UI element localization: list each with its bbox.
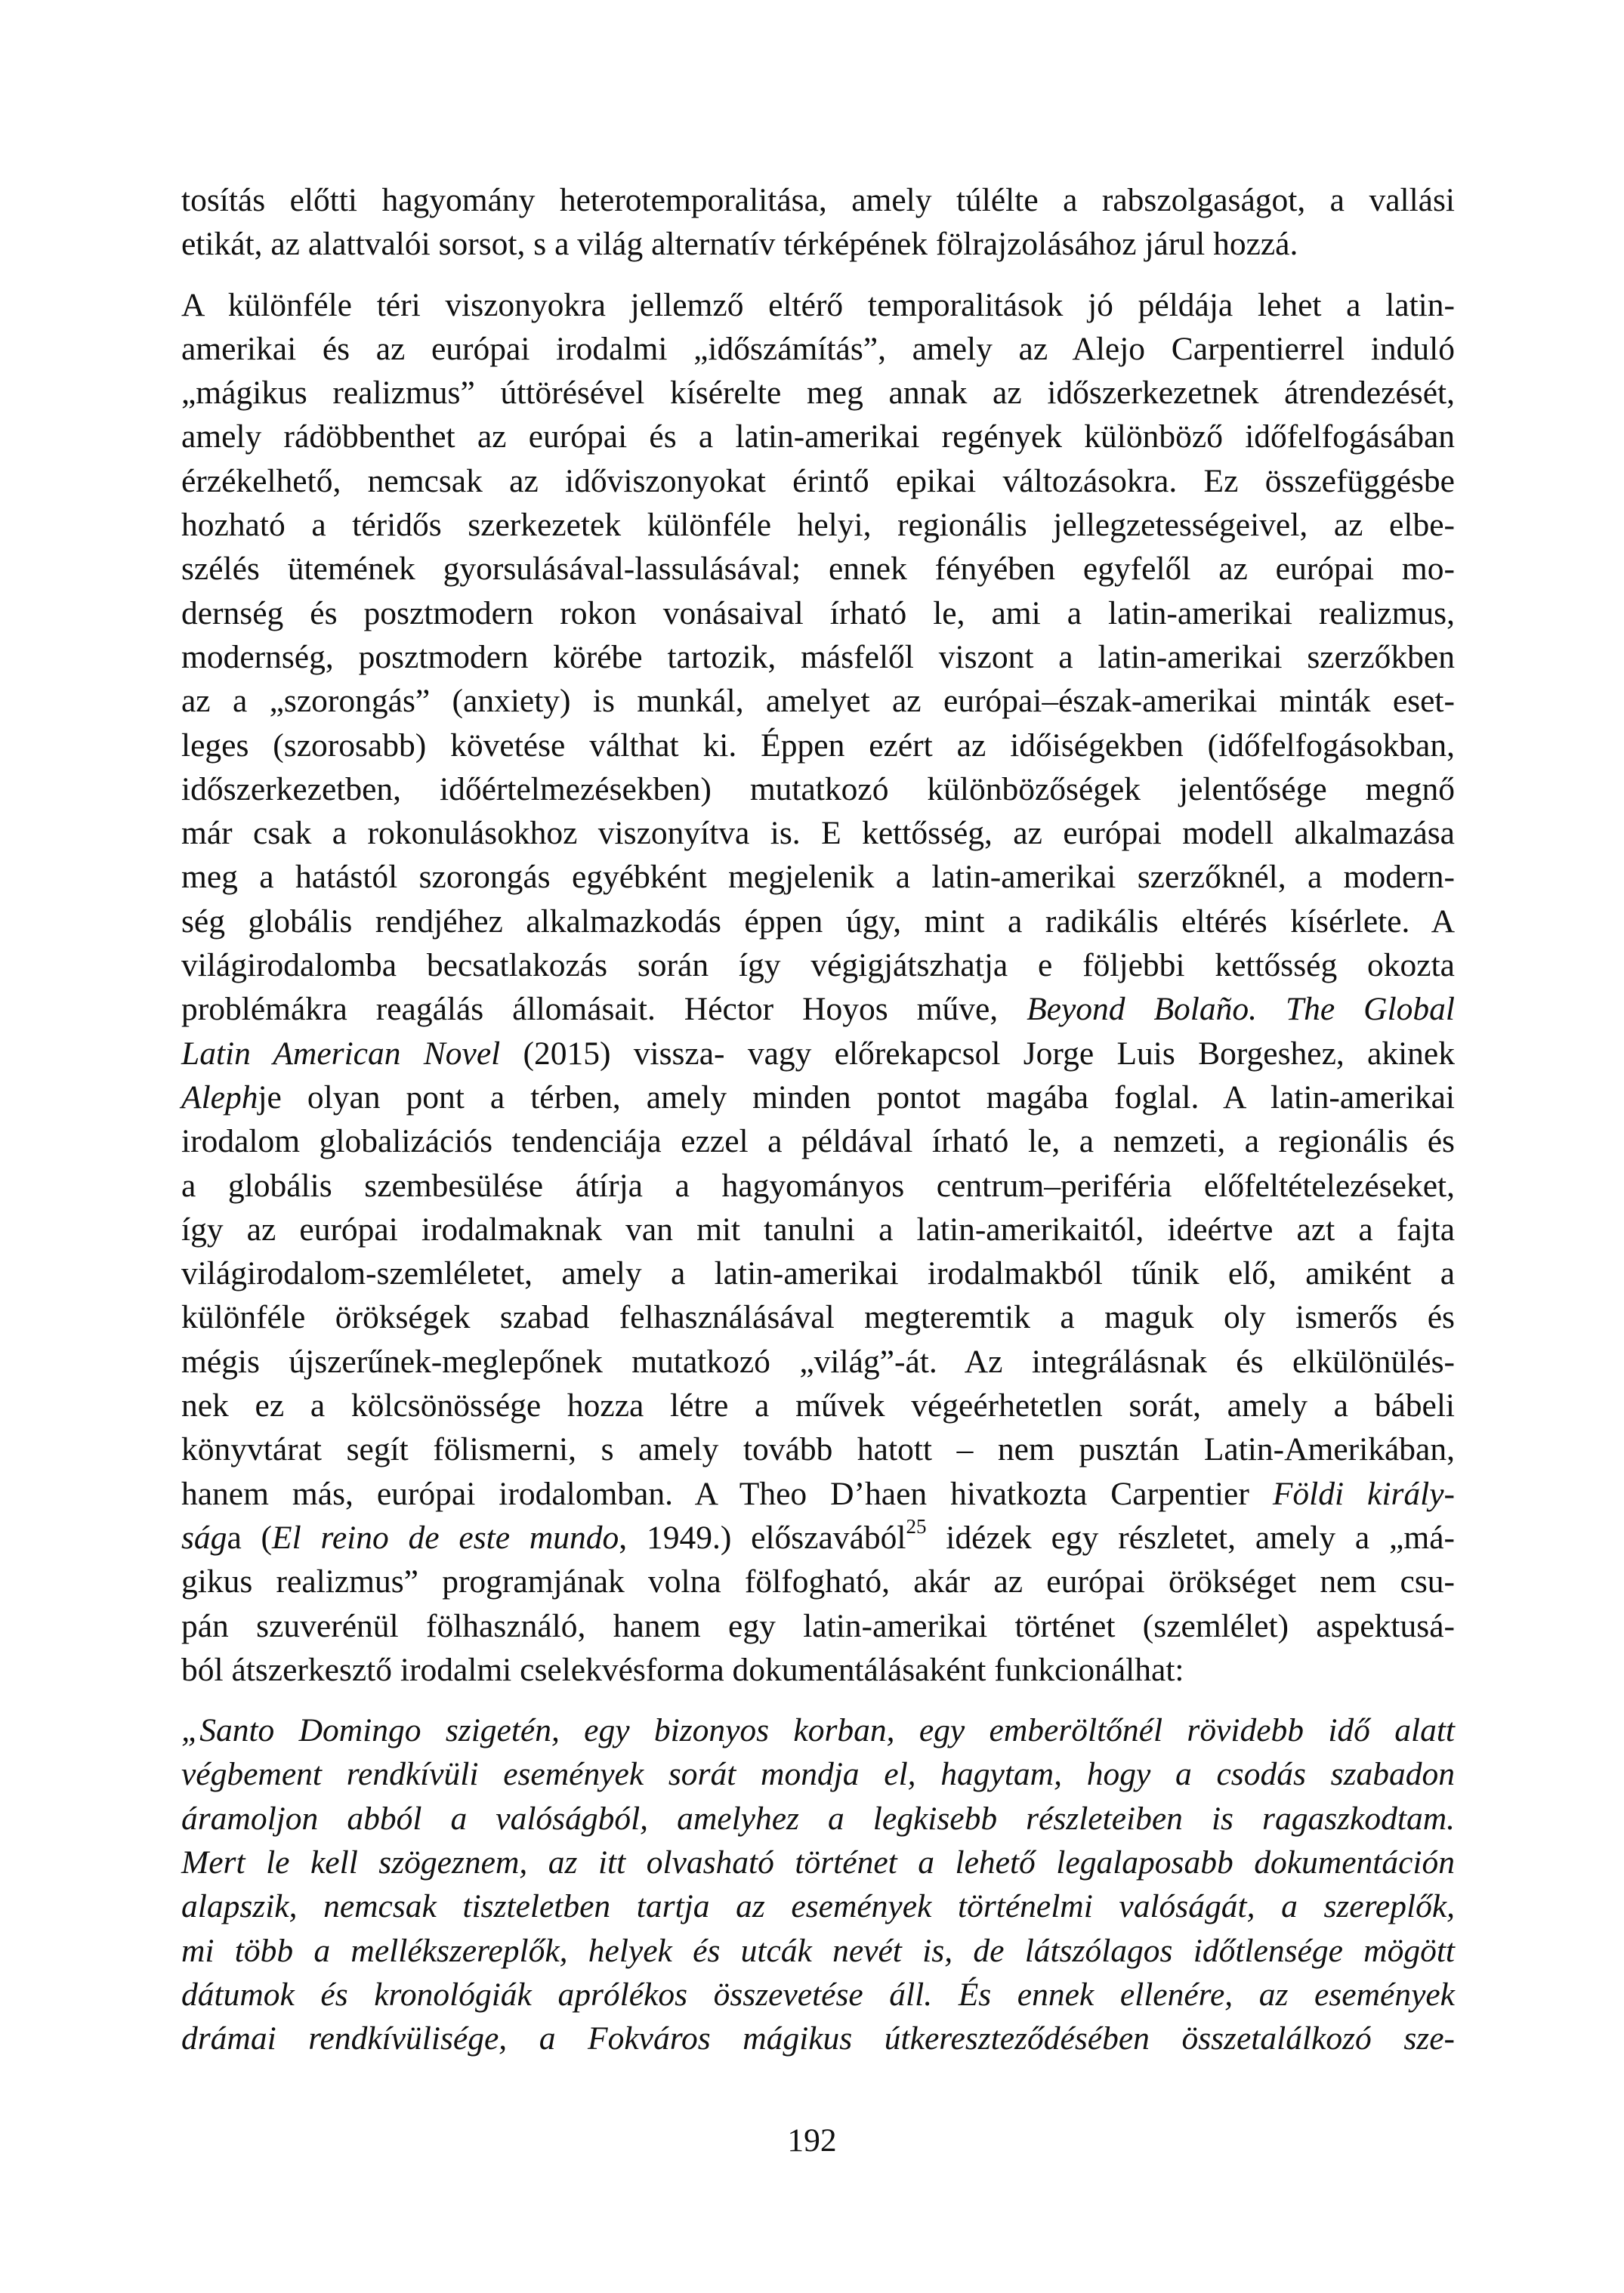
text-line: etikát, az alattvalói sorsot, s a világ alternatív térképének fölrajzolásához járul hozzá. (181, 226, 1298, 263)
text-line: mégis újszerűnek-meglepőnek mutatkozó „világ”-át. Az integrálásnak és elkülönülés- (181, 1343, 1455, 1380)
paragraph-2 (181, 283, 1455, 1693)
text-line: „mágikus realizmus” úttörésével kísérelte meg annak az időszerkezetnek átrendezését, (181, 375, 1455, 412)
quote-line: „Santo Domingo szigetén, egy bizonyos korban, egy emberöltőnél rövidebb idő alatt (181, 1712, 1455, 1749)
block-quote (181, 1708, 1455, 2060)
page-body (181, 178, 1455, 2060)
text-line: különféle örökségek szabad felhasználásával megteremtik a maguk oly ismerős és (181, 1299, 1455, 1336)
main-text (181, 178, 1455, 2060)
text-line: ból átszerkesztő irodalmi cselekvésforma dokumentálásaként funkcionálhat: (181, 1651, 1184, 1688)
page-number: 192 (787, 2122, 837, 2159)
text-line: amerikai és az európai irodalmi „időszámítás”, amely az Alejo Carpentierrel induló (181, 330, 1455, 367)
text-line: nek ez a kölcsönössége hozza létre a művek végeérhetetlen sorát, amely a bábeli (181, 1387, 1455, 1424)
quote-line: végbement rendkívüli események sorát mondja el, hagytam, hogy a csodás szabadon (181, 1756, 1455, 1793)
text-line: hozható a téridős szerkezetek különféle helyi, regionális jellegzetességeivel, az elbe- (181, 507, 1455, 544)
text-line: Alephje olyan pont a térben, amely minden pontot magába foglal. A latin-amerikai (181, 1079, 1455, 1116)
text-line: tosítás előtti hagyomány heterotemporalitása, amely túlélte a rabszolgaságot, a vallási (181, 182, 1455, 218)
text-line: már csak a rokonulásokhoz viszonyítva is. E kettősség, az európai modell alkalmazása (181, 815, 1455, 852)
text-line: meg a hatástól szorongás egyébként megjelenik a latin-amerikai szerzőknél, a modern- (181, 859, 1455, 896)
paragraph-1 (181, 178, 1455, 267)
quote-line: dátumok és kronológiák aprólékos összevetése áll. És ennek ellenére, az események (181, 1976, 1455, 2013)
quote-line: Mert le kell szögeznem, az itt olvasható történet a lehető legalaposabb dokumentáción (181, 1844, 1455, 1881)
text-line: dernség és posztmodern rokon vonásaival írható le, ami a latin-amerikai realizmus, (181, 594, 1455, 631)
text-line: Latin American Novel (2015) vissza- vagy előrekapcsol Jorge Luis Borgeshez, akinek (181, 1035, 1455, 1072)
quote-line: áramoljon abból a valóságból, amelyhez a legkisebb részleteiben is ragaszkodtam. (181, 1800, 1455, 1837)
text-line: gikus realizmus” programjának volna fölfogható, akár az európai örökséget nem csu- (181, 1563, 1455, 1600)
quote-line: drámai rendkívülisége, a Fokváros mágikus útkereszteződésében összetalálkozó sze- (181, 2020, 1455, 2057)
text-line: ség globális rendjéhez alkalmazkodás éppen úgy, mint a radikális eltérés kísérlete. A (181, 903, 1455, 940)
text-line: pán szuverénül fölhasználó, hanem egy latin-amerikai történet (szemlélet) aspektusá- (181, 1607, 1455, 1644)
text-line: világirodalom-szemléletet, amely a latin-amerikai irodalmakból tűnik elő, amiként a (181, 1255, 1455, 1292)
text-line: hanem más, európai irodalomban. A Theo D’haen hivatkozta Carpentier Földi király- (181, 1475, 1455, 1512)
text-line: szélés ütemének gyorsulásával-lassulásával; ennek fényében egyfelől az európai mo- (181, 551, 1455, 588)
text-line: amely rádöbbenthet az európai és a latin-amerikai regények különböző időfelfogásában (181, 418, 1455, 455)
text-line: az a „szorongás” (anxiety) is munkál, amelyet az európai–észak-amerikai minták eset- (181, 683, 1455, 720)
text-line: A különféle téri viszonyokra jellemző eltérő temporalitások jó példája lehet a latin- (181, 286, 1455, 323)
text-line: érzékelhető, nemcsak az időviszonyokat érintő epikai változásokra. Ez összefüggésbe (181, 462, 1455, 499)
text-line: könyvtárat segít fölismerni, s amely tovább hatott – nem pusztán Latin-Amerikában, (181, 1431, 1455, 1468)
text-line: időszerkezetben, időértelmezésekben) mutatkozó különbözőségek jelentősége megnő (181, 770, 1455, 807)
text-line: így az európai irodalmaknak van mit tanulni a latin-amerikaitól, ideértve azt a fajta (181, 1211, 1455, 1248)
text-line: világirodalomba becsatlakozás során így végigjátszhatja e följebbi kettősség okozta (181, 947, 1455, 984)
text-line: leges (szorosabb) követése válthat ki. Éppen ezért az időiségekben (időfelfogásokban, (181, 727, 1455, 764)
text-line: problémákra reagálás állomásait. Héctor Hoyos műve, Beyond Bolaño. The Global (181, 991, 1455, 1028)
quote-line: mi több a mellékszereplők, helyek és utcák nevét is, de látszólagos időtlensége mögött (181, 1932, 1455, 1969)
text-line: sága (El reino de este mundo, 1949.) előszavából$^{25}$ idézek egy részletet, amely a „má- (181, 1515, 1455, 1556)
text-line: modernség, posztmodern körébe tartozik, másfelől viszont a latin-amerikai szerzőkben (181, 638, 1455, 675)
quote-line: alapszik, nemcsak tiszteletben tartja az események történelmi valóságát, a szereplők, (181, 1888, 1455, 1925)
text-line: irodalom globalizációs tendenciája ezzel a példával írható le, a nemzeti, a regionális és (181, 1123, 1455, 1160)
text-line: a globális szembesülése átírja a hagyományos centrum–periféria előfeltételezéseket, (181, 1167, 1455, 1204)
